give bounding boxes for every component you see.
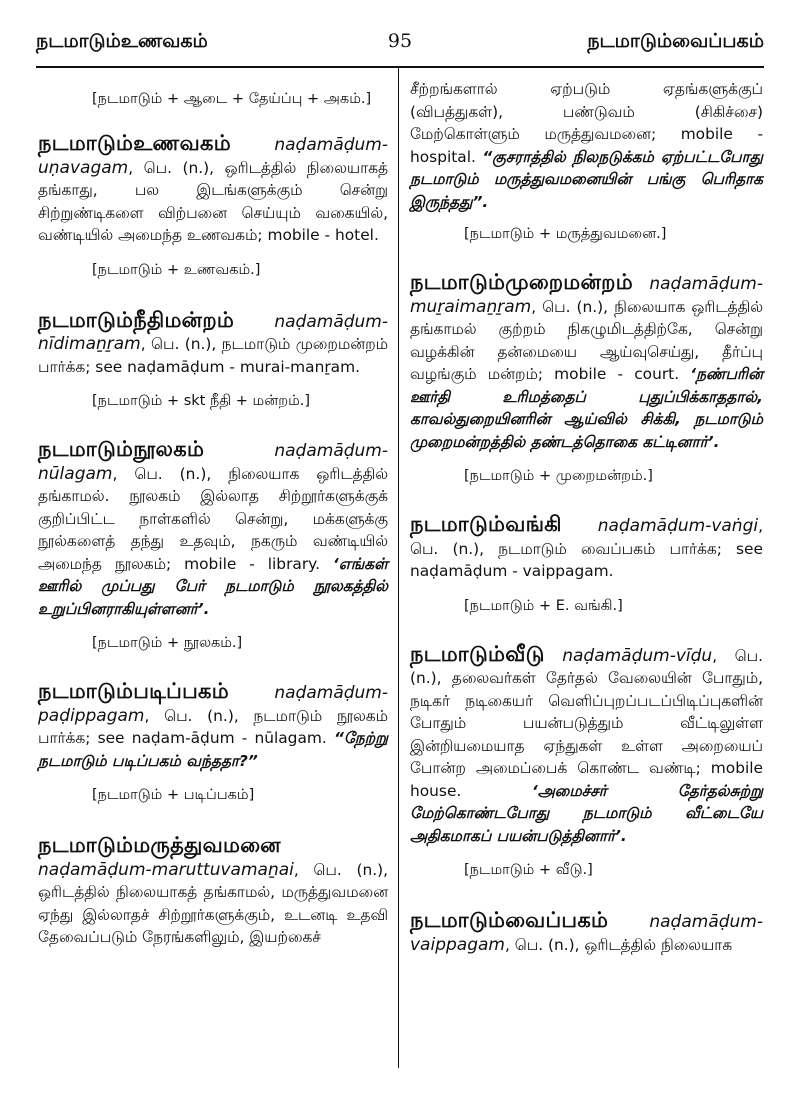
left-column [38, 78, 388, 949]
usage-example: ‘நண்பரின் ஊர்தி உரிமத்தைப் புதுப்பிக்காததால், காவல்துறையினரின் ஆய்வில் சிக்கி, நடமாடும் முறைமன்றத்தில் தண்டத்தொகை கட்டினார்’. [410, 365, 763, 451]
dictionary-entry [410, 513, 763, 617]
definition: , பெ. (n.), ஒரிடத்தில் நிலையாகத் தங்காது, பல இடங்களுக்கும் சென்று சிற்றுண்டிகளை விற்பனை செய்யும் வகையில், வண்டியில் அமைந்த உணவகம்; mobile - hotel. [38, 158, 388, 244]
entry-text [38, 132, 388, 247]
definition: , பெ. (n.), நடமாடும் நூலகம் பார்க்க; see naḍam-āḍum - nūlagam. [38, 706, 388, 747]
dictionary-entry-continuation [410, 78, 763, 245]
etymology: [நடமாடும் + மருத்துவமனை.] [464, 226, 667, 242]
headword: நடமாடும்நீதிமன்றம் [38, 307, 235, 332]
dictionary-entry [410, 643, 763, 882]
etymology: [நடமாடும் + skt நீதி + மன்றம்.] [92, 393, 311, 409]
headword: நடமாடும்வைப்பகம் [410, 908, 609, 932]
entry-text [410, 78, 763, 213]
dictionary-entry [410, 909, 763, 956]
transliteration: naḍamāḍum-nūlagam [38, 441, 388, 484]
column-divider [398, 68, 399, 1068]
entry-text [410, 909, 763, 956]
usage-example: ‘அமைச்சர் தேர்தல்சுற்று மேற்கொண்டபோது நடமாடும் வீட்டையே அதிகமாகப் பயன்படுத்தினார்’. [410, 781, 763, 845]
definition: , பெ. (n.), நடமாடும் வைப்பகம் பார்க்க; see naḍamāḍum - vaippagam. [410, 517, 763, 580]
page-number: 95 [387, 30, 413, 52]
transliteration: naḍamāḍum-paḍippagam [38, 683, 388, 726]
entry-text [38, 438, 388, 620]
definition: , பெ. (n.), ஒரிடத்தில் நிலையாகத் தங்காமல், மருத்துவமனை ஏந்து இல்லாதச் சிற்றூர்களுக்கும், உடனடி உதவி தேவைப்படும் நேரங்களிலும், இயற்கைச் [38, 860, 388, 946]
definition: , பெ. (n.), தலைவர்கள் தேர்தல் வேலையின் போதும், நடிகர் நடிகையர் வெளிப்புறப்படப்பிடிப்புகளின் போதும் பயன்படுத்தும் வீட்டிலுள்ள இன்றியமையாத ஏந்துகள் உள்ள அறையைப் போன்ற அமைப்பைக் கொண்ட வண்டி; mobile house. [410, 646, 763, 800]
transliteration: naḍamāḍum-uṇavagam [38, 135, 388, 178]
entry-text [38, 309, 388, 379]
transliteration: naḍamāḍum-maruttuvamaṉai [38, 859, 294, 880]
definition: , பெ. (n.), நிலையாக ஒரிடத்தில் தங்காமல். நூலகம் இல்லாத சிற்றூர்களுக்குக் குறிப்பிட்ட நாள்களில் சென்று, மக்களுக்கு நூல்களைத் தந்து உதவும், நகரும் வண்டியில் அமைந்த நூலகம்; mobile - library. [38, 464, 388, 573]
transliteration: naḍamāḍum-nīdimaṉṟam [38, 311, 388, 354]
definition: , பெ. (n.), ஒரிடத்தில் நிலையாக [504, 935, 733, 954]
etymology: [நடமாடும் + நூலகம்.] [92, 635, 243, 651]
entry-text [410, 271, 763, 453]
headword: நடமாடும்வங்கி [410, 512, 562, 536]
dictionary-entry [38, 132, 388, 281]
right-column [410, 78, 763, 956]
page-header [36, 30, 764, 60]
etymology: [நடமாடும் + E. வங்கி.] [464, 597, 623, 614]
etymology: [நடமாடும் + உணவகம்.] [92, 261, 261, 278]
dictionary-entry [38, 834, 388, 949]
transliteration: naḍamāḍum-vaippagam [410, 912, 763, 955]
header-right-guideword: நடமாடும்வைப்பகம் [587, 30, 764, 52]
headword: நடமாடும்படிப்பகம் [38, 679, 229, 703]
headword: நடமாடும்நூலகம் [38, 437, 205, 461]
usage-example: “நேற்று நடமாடும் படிப்பகம் வந்ததா?” [38, 729, 388, 770]
dictionary-entry [38, 309, 388, 413]
headword: நடமாடும்உணவகம் [38, 131, 231, 155]
header-rule [36, 66, 764, 68]
headword: நடமாடும்மருத்துவமனை [38, 833, 281, 857]
entry-text [410, 643, 763, 848]
definition: , பெ. (n.), நிலையாக ஒரிடத்தில் தங்காமல் குற்றம் நிகழுமிடத்திற்கே, சென்று வழக்கின் தன்மையை ஆய்வுசெய்து, தீர்ப்பு வழங்கும் மன்றம்; mobile - court. [410, 297, 763, 383]
usage-example: “குசராத்தில் நிலநடுக்கம் ஏற்பட்டபோது நடமாடும் மருத்துவமனையின் பங்கு பெரிதாக இருந்தது”. [410, 147, 763, 211]
usage-example: ‘எங்கள் ஊரில் முப்பது பேர் நடமாடும் நூலகத்தில் உறுப்பினராகியுள்ளனர்’. [38, 554, 388, 618]
dictionary-entry [410, 271, 763, 487]
headword: நடமாடும்வீடு [410, 641, 545, 666]
entry-text [410, 513, 763, 583]
headword: நடமாடும்முறைமன்றம் [410, 270, 633, 294]
etymology: [நடமாடும் + படிப்பகம்] [92, 787, 255, 803]
etymology: [நடமாடும் + முறைமன்றம்.] [464, 468, 653, 484]
etymology: [நடமாடும் + ஆடை + தேய்ப்பு + அகம்.] [92, 91, 372, 107]
transliteration: naḍamāḍum-vaṅgi [597, 516, 759, 536]
dictionary-entry [38, 680, 388, 806]
definition: சீற்றங்களால் ஏற்படும் ஏதங்களுக்குப் (விபத்துகள்), பண்டுவம் (சிகிச்சை) மேற்கொள்ளும் மருத்துவமனை; mobile - hospital. [410, 80, 763, 166]
header-left-guideword: நடமாடும்உணவகம் [36, 30, 208, 52]
definition: , பெ. (n.), நடமாடும் முறைமன்றம் பார்க்க; see naḍamāḍum - murai-manṟam. [38, 335, 388, 376]
entry-text [38, 834, 388, 949]
etymology: [நடமாடும் + வீடு.] [464, 862, 593, 878]
dictionary-entry [38, 438, 388, 654]
transliteration: naḍamāḍum-muṟaimaṉṟam [410, 274, 763, 317]
transliteration: naḍamāḍum-vīḍu [562, 645, 713, 666]
entry-text [38, 680, 388, 772]
